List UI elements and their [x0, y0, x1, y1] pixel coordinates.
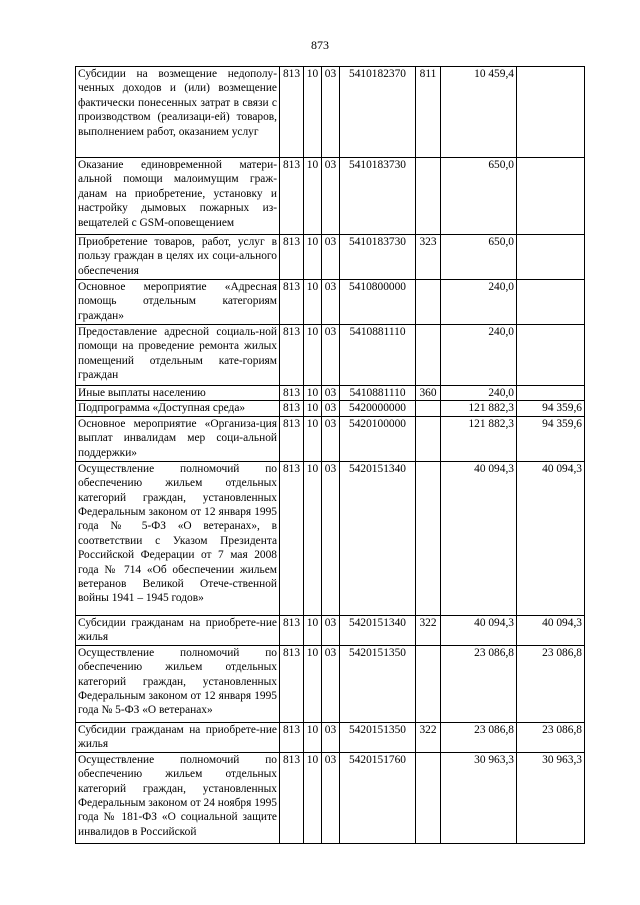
table-row [76, 235, 585, 280]
table-row [76, 722, 585, 752]
sum-2: 30 963,3 [517, 752, 585, 843]
sum-1: 650,0 [441, 158, 517, 235]
sum-1: 10 459,4 [441, 67, 517, 158]
table-row [76, 752, 585, 843]
section-code: 10 [304, 416, 322, 461]
expense-type: 322 [416, 722, 441, 752]
sum-2: 40 094,3 [517, 461, 585, 615]
sum-1: 121 882,3 [441, 416, 517, 461]
expense-type [416, 325, 441, 386]
sum-2 [517, 386, 585, 401]
sum-2 [517, 235, 585, 280]
section-code: 10 [304, 235, 322, 280]
subsection-code: 03 [322, 461, 340, 615]
sum-1: 240,0 [441, 280, 517, 325]
subsection-code: 03 [322, 416, 340, 461]
section-code: 10 [304, 325, 322, 386]
ministry-code: 813 [280, 416, 304, 461]
row-name: Подпрограмма «Доступная среда» [76, 401, 280, 416]
sum-2: 40 094,3 [517, 615, 585, 645]
target-code: 5420151340 [340, 461, 416, 615]
table-row [76, 325, 585, 386]
target-code: 5420151760 [340, 752, 416, 843]
row-name: Субсидии гражданам на приобрете-ние жилья [76, 722, 280, 752]
section-code: 10 [304, 615, 322, 645]
row-name: Иные выплаты населению [76, 386, 280, 401]
sum-1: 121 882,3 [441, 401, 517, 416]
expense-type: 322 [416, 615, 441, 645]
sum-2: 23 086,8 [517, 645, 585, 722]
expense-type: 811 [416, 67, 441, 158]
row-name: Осуществление полномочий по обеспечению жильем отдельных категорий граждан, установленных Федеральным законом от 12 января 1995 года № 5-ФЗ «О ветеранах», в соответствии с Указом Президента Российской Федерации от 7 мая 2008 года № 714 «Об обеспечении жильем ветеранов Великой Отече-ственной войны 1941 – 1945 годов» [76, 461, 280, 615]
ministry-code: 813 [280, 722, 304, 752]
table-row [76, 416, 585, 461]
ministry-code: 813 [280, 280, 304, 325]
table-row [76, 401, 585, 416]
subsection-code: 03 [322, 401, 340, 416]
target-code: 5410881110 [340, 325, 416, 386]
ministry-code: 813 [280, 752, 304, 843]
section-code: 10 [304, 722, 322, 752]
expense-type [416, 401, 441, 416]
sum-2 [517, 158, 585, 235]
sum-1: 650,0 [441, 235, 517, 280]
subsection-code: 03 [322, 235, 340, 280]
sum-1: 40 094,3 [441, 615, 517, 645]
expense-type [416, 280, 441, 325]
sum-1: 40 094,3 [441, 461, 517, 615]
subsection-code: 03 [322, 67, 340, 158]
expense-type [416, 416, 441, 461]
section-code: 10 [304, 280, 322, 325]
row-name: Приобретение товаров, работ, услуг в пользу граждан в целях их соци-ального обеспечения [76, 235, 280, 280]
ministry-code: 813 [280, 615, 304, 645]
sum-2 [517, 67, 585, 158]
section-code: 10 [304, 752, 322, 843]
subsection-code: 03 [322, 325, 340, 386]
section-code: 10 [304, 645, 322, 722]
target-code: 5420100000 [340, 416, 416, 461]
row-name: Основное мероприятие «Организа-ция выплат инвалидам мер соци-альной поддержки» [76, 416, 280, 461]
row-name: Оказание единовременной матери-альной помощи малоимущим граж-данам на приобретение, установку и настройку дымовых пожарных из-вещателей с GSM-оповещением [76, 158, 280, 235]
ministry-code: 813 [280, 67, 304, 158]
ministry-code: 813 [280, 386, 304, 401]
target-code: 5410881110 [340, 386, 416, 401]
row-name: Предоставление адресной социаль-ной помощи на проведение ремонта жилых помещений отдельным кате-гориям граждан [76, 325, 280, 386]
budget-table [75, 66, 585, 844]
subsection-code: 03 [322, 158, 340, 235]
table-row [76, 67, 585, 158]
target-code: 5410182370 [340, 67, 416, 158]
ministry-code: 813 [280, 645, 304, 722]
target-code: 5420151340 [340, 615, 416, 645]
ministry-code: 813 [280, 401, 304, 416]
sum-1: 30 963,3 [441, 752, 517, 843]
sum-2 [517, 280, 585, 325]
expense-type [416, 645, 441, 722]
sum-1: 240,0 [441, 325, 517, 386]
section-code: 10 [304, 67, 322, 158]
row-name: Основное мероприятие «Адресная помощь отдельным категориям граждан» [76, 280, 280, 325]
table-row [76, 461, 585, 615]
row-name: Осуществление полномочий по обеспечению жильем отдельных категорий граждан, установленных Федеральным законом от 12 января 1995 года № 5-ФЗ «О ветеранах» [76, 645, 280, 722]
ministry-code: 813 [280, 461, 304, 615]
ministry-code: 813 [280, 158, 304, 235]
row-name: Субсидии на возмещение недополу-ченных доходов и (или) возмещение фактически понесенных затрат в связи с производством (реализаци-ей) товаров, выполнением работ, оказанием услуг [76, 67, 280, 158]
expense-type [416, 752, 441, 843]
ministry-code: 813 [280, 325, 304, 386]
page-number: 873 [311, 38, 329, 52]
subsection-code: 03 [322, 645, 340, 722]
expense-type [416, 461, 441, 615]
section-code: 10 [304, 461, 322, 615]
subsection-code: 03 [322, 722, 340, 752]
expense-type: 323 [416, 235, 441, 280]
table-row [76, 280, 585, 325]
row-name: Осуществление полномочий по обеспечению жильем отдельных категорий граждан, установленных Федеральным законом от 24 ноября 1995 года № 181-ФЗ «О социальной защите инвалидов в Российской [76, 752, 280, 843]
subsection-code: 03 [322, 752, 340, 843]
sum-1: 240,0 [441, 386, 517, 401]
sum-2: 94 359,6 [517, 401, 585, 416]
row-name: Субсидии гражданам на приобрете-ние жилья [76, 615, 280, 645]
target-code: 5410800000 [340, 280, 416, 325]
table-row [76, 615, 585, 645]
subsection-code: 03 [322, 615, 340, 645]
table-row [76, 645, 585, 722]
sum-2: 23 086,8 [517, 722, 585, 752]
table-row [76, 386, 585, 401]
ministry-code: 813 [280, 235, 304, 280]
target-code: 5420000000 [340, 401, 416, 416]
subsection-code: 03 [322, 386, 340, 401]
sum-1: 23 086,8 [441, 645, 517, 722]
expense-type: 360 [416, 386, 441, 401]
expense-type [416, 158, 441, 235]
target-code: 5420151350 [340, 645, 416, 722]
sum-1: 23 086,8 [441, 722, 517, 752]
subsection-code: 03 [322, 280, 340, 325]
sum-2 [517, 325, 585, 386]
section-code: 10 [304, 158, 322, 235]
target-code: 5410183730 [340, 158, 416, 235]
target-code: 5410183730 [340, 235, 416, 280]
sum-2: 94 359,6 [517, 416, 585, 461]
table-row [76, 158, 585, 235]
section-code: 10 [304, 386, 322, 401]
target-code: 5420151350 [340, 722, 416, 752]
section-code: 10 [304, 401, 322, 416]
